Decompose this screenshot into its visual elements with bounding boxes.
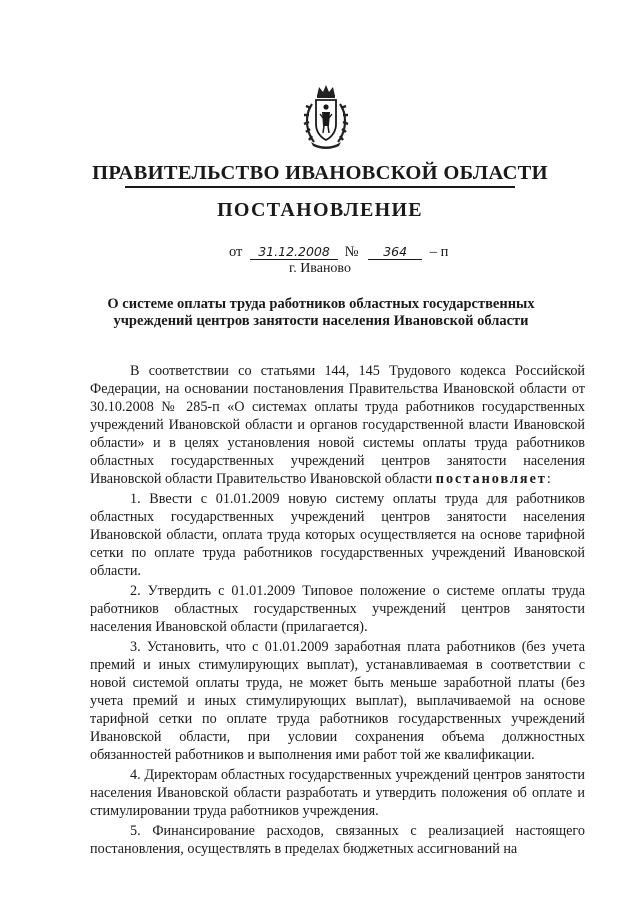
title-underline (125, 186, 515, 188)
preamble-text: В соответствии со статьями 144, 145 Трудового кодекса Российской Федерации, на основании постановления Правительства Ивановской области от 30.10.2008 № 285-п «О системах оплаты труда работников государственных учреждений Ивановской области и органов государственной власти Ивановской области» и в целях установления новой системы оплаты труда работников областных государственных учреждений центров занятости населения Ивановской области Правительство Ивановской области (90, 363, 585, 487)
handwritten-date: 31.12.2008 (250, 244, 338, 260)
document-body (90, 362, 585, 858)
number-suffix: – п (429, 244, 449, 260)
list-item: 4. Директорам областных государственных учреждений центров занятости населения Ивановской области разработать и утвердить положения об оплате и стимулировании труда работников учреждения. (90, 767, 585, 819)
list-item: 5. Финансирование расходов, связанных с реализацией настоящего постановления, осуществлять в пределах бюджетных ассигнований на (90, 823, 585, 857)
list-item: 2. Утвердить с 01.01.2009 Типовое положение о системе оплаты труда работников областных государственных учреждений центров занятости населения Ивановской области (прилагается). (90, 583, 585, 635)
handwritten-number: 364 (368, 244, 422, 260)
government-title: ПРАВИТЕЛЬСТВО ИВАНОВСКОЙ ОБЛАСТИ (92, 162, 548, 184)
list-item: 1. Ввести с 01.01.2009 новую систему оплаты труда для работников областных государственных учреждений центров занятости населения Ивановской области, оплата труда которых осуществляется на основе тарифной сетки по оплате труда работников государственных учреждений Ивановской области. (90, 491, 585, 579)
decree-colon: : (546, 471, 551, 487)
document-type: ПОСТАНОВЛЕНИЕ (217, 199, 423, 221)
date-prefix: от (229, 244, 243, 260)
number-sign: № (344, 244, 359, 260)
city-name: г. Иваново (289, 261, 351, 276)
preamble-paragraph (90, 362, 585, 488)
list-item: 3. Установить, что с 01.01.2009 заработная плата работников (без учета премий и иных стимулирующих выплат), устанавливаемая в соответствии с новой системой оплаты труда, не может быть меньше заработной платы (без учета премий и иных стимулирующих выплат), выплачиваемой на основе тарифной сетки по оплате труда работников государственных учреждений Ивановской области, при условии сохранения объема должностных обязанностей работников и выполнения ими работ той же квалификации. (90, 639, 585, 763)
document-number-line (229, 244, 448, 261)
coat-of-arms-emblem (302, 82, 350, 150)
document-subject: О системе оплаты труда работников областных государственных учреждений центров занятости населения Ивановской области (107, 296, 535, 329)
decree-word: постановляет (435, 471, 547, 487)
